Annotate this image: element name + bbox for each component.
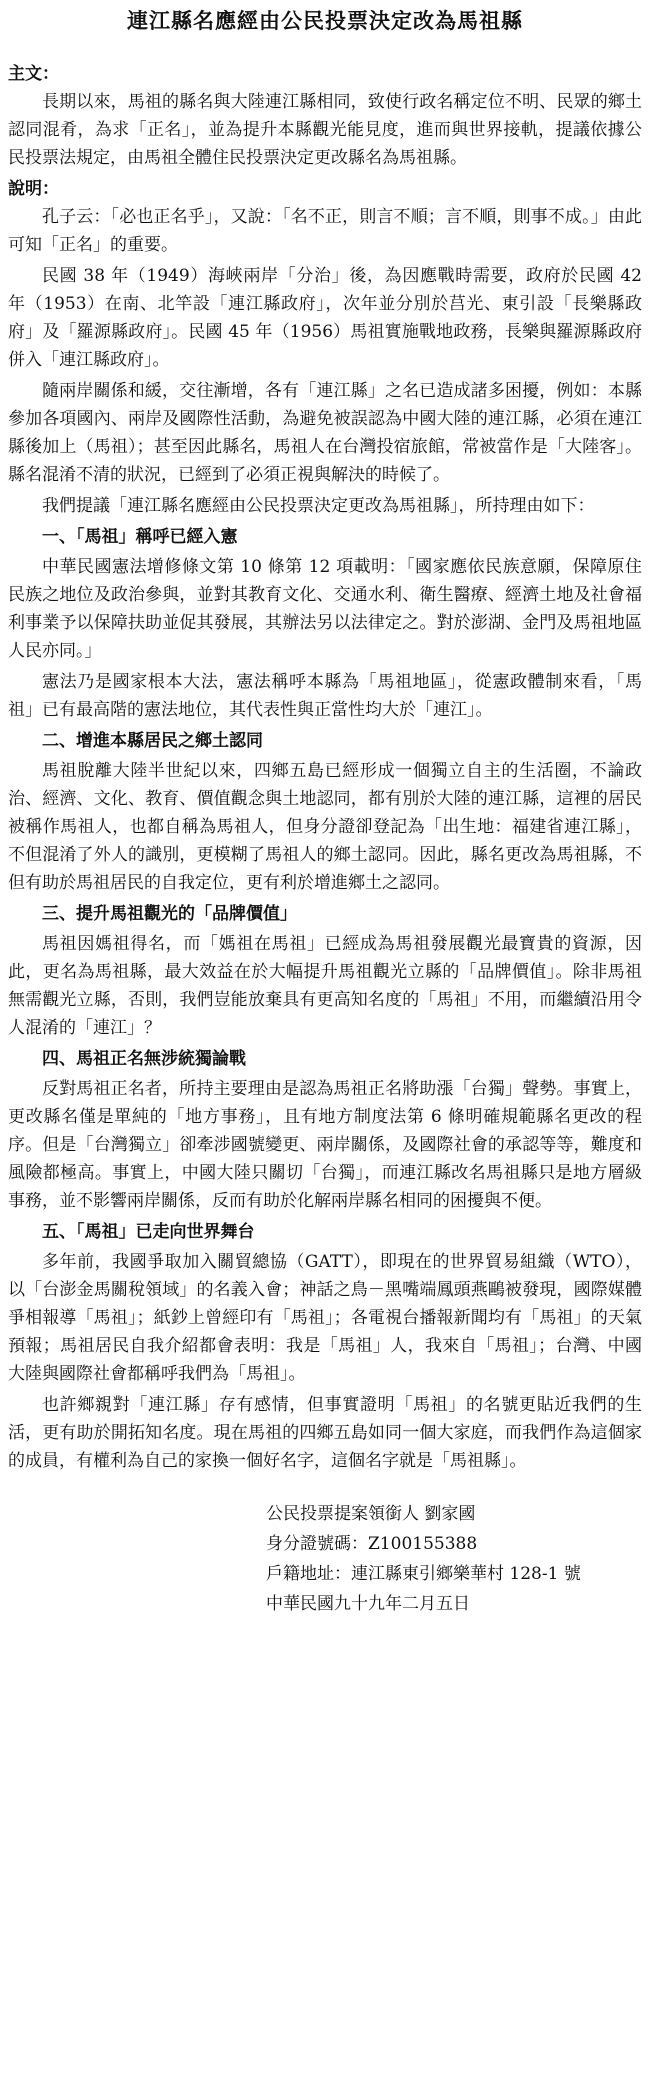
section-paragraph: 反對馬祖正名者，所持主要理由是認為馬祖正名將助漲「台獨」聲勢。事實上，更改縣名僅是單純的「地方事務」，且有地方制度法第 6 條明確規範縣名更改的程序。但是「台灣獨立」卻牽涉國號變更、兩岸關係，及國際社會的承認等等，難度和風險都極高。事實上，中國大陸只關切「台獨」，而連江縣改名馬祖縣只是地方層級事務，並不影響兩岸關係，反而有助於化解兩岸縣名相同的困擾與不便。: [8, 1079, 642, 1211]
section-paragraph: 多年前，我國爭取加入關貿總協（GATT），即現在的世界貿易組織（WTO），以「台澎金馬關稅領域」的名義入會；神話之鳥－黑嘴端鳳頭燕鷗被發現，國際媒體爭相報導「馬祖」；紙鈔上曾經印有「馬祖」；各電視台播報新聞均有「馬祖」的天氣預報；馬祖居民自我介紹都會表明：我是「馬祖」人，我來自「馬祖」；台灣、中國大陸與國際社會都稱呼我們為「馬祖」。: [8, 1252, 642, 1384]
explanation-label: 說明：: [8, 179, 59, 199]
section-paragraph: 馬祖脫離大陸半世紀以來，四鄉五島已經形成一個獨立自主的生活圈，不論政治、經濟、文化、教育、價值觀念與土地認同，都有別於大陸的連江縣，這裡的居民被稱作馬祖人，也都自稱為馬祖人，但身分證卻登記為「出生地：福建省連江縣」，不但混淆了外人的識別，更模糊了馬祖人的鄉土認同。因此，縣名更改為馬祖縣，不但有助於馬祖居民的自我定位，更有利於增進鄉土之認同。: [8, 761, 642, 893]
section-heading: 四、馬祖正名無涉統獨論戰: [42, 1049, 246, 1069]
section-heading: 三、提升馬祖觀光的「品牌價值」: [42, 904, 297, 924]
proposer-name: 公民投票提案領銜人 劉家國: [266, 1504, 476, 1524]
main-label: 主文：: [8, 64, 59, 84]
document-title: 連江縣名應經由公民投票決定改為馬祖縣: [127, 8, 523, 33]
intro-paragraph: 我們提議「連江縣名應經由公民投票決定更改為馬祖縣」，所持理由如下：: [42, 496, 595, 516]
section-heading: 五、「馬祖」已走向世界舞台: [42, 1222, 255, 1242]
section-paragraph: 也許鄉親對「連江縣」存有感情，但事實證明「馬祖」的名號更貼近我們的生活，更有助於開拓知名度。現在馬祖的四鄉五島如同一個大家庭，而我們作為這個家的成員，有權利為自己的家換一個好名字，這個名字就是「馬祖縣」。: [8, 1395, 642, 1471]
section-paragraph: 憲法乃是國家根本大法，憲法稱呼本縣為「馬祖地區」，從憲政體制來看，「馬祖」已有最高階的憲法地位，其代表性與正當性均大於「連江」。: [8, 672, 642, 720]
section-paragraph: 馬祖因媽祖得名，而「媽祖在馬祖」已經成為馬祖發展觀光最寶貴的資源，因此，更名為馬祖縣，最大效益在於大幅提升馬祖觀光立縣的「品牌價值」。除非馬祖無需觀光立縣，否則，我們豈能放棄具有更高知名度的「馬祖」不用，而繼續沿用令人混淆的「連江」？: [8, 934, 642, 1038]
signature-block: [266, 1499, 642, 1619]
section-paragraph: 中華民國憲法增修條文第 10 條第 12 項載明：「國家應依民族意願，保障原住民族之地位及政治參與，並對其教育文化、交通水利、衛生醫療、經濟土地及社會福利事業予以保障扶助並促其發展，其辦法另以法律定之。對於澎湖、金門及馬祖地區人民亦同。」: [8, 557, 642, 661]
section-heading: 一、「馬祖」稱呼已經入憲: [42, 527, 238, 547]
main-text: 長期以來，馬祖的縣名與大陸連江縣相同，致使行政名稱定位不明、民眾的鄉土認同混肴，為求「正名」，並為提升本縣觀光能見度，進而與世界接軌，提議依據公民投票法規定，由馬祖全體住民投票決定更改縣名為馬祖縣。: [8, 92, 642, 168]
household-address: 戶籍地址：連江縣東引鄉樂華村 128-1 號: [266, 1564, 581, 1584]
intro-paragraph: 民國 38 年（1949）海峽兩岸「分治」後，為因應戰時需要，政府於民國 42 年（1953）在南、北竿設「連江縣政府」，次年並分別於莒光、東引設「長樂縣政府」及「羅源縣政府」。民國 45 年（1956）馬祖實施戰地政務，長樂與羅源縣政府併入「連江縣政府」。: [8, 266, 642, 370]
document-date: 中華民國九十九年二月五日: [266, 1594, 470, 1614]
intro-paragraph: 孔子云：「必也正名乎」，又說：「名不正，則言不順；言不順，則事不成。」由此可知「正名」的重要。: [8, 207, 642, 255]
id-number: 身分證號碼：Z100155388: [266, 1534, 478, 1554]
section-heading: 二、增進本縣居民之鄉土認同: [42, 731, 263, 751]
intro-paragraph: 隨兩岸關係和緩，交往漸增，各有「連江縣」之名已造成諸多困擾，例如：本縣參加各項國內、兩岸及國際性活動，為避免被誤認為中國大陸的連江縣，必須在連江縣後加上（馬祖）；甚至因此縣名，馬祖人在台灣投宿旅館，常被當作是「大陸客」。縣名混淆不清的狀況，已經到了必須正視與解決的時候了。: [8, 381, 642, 485]
